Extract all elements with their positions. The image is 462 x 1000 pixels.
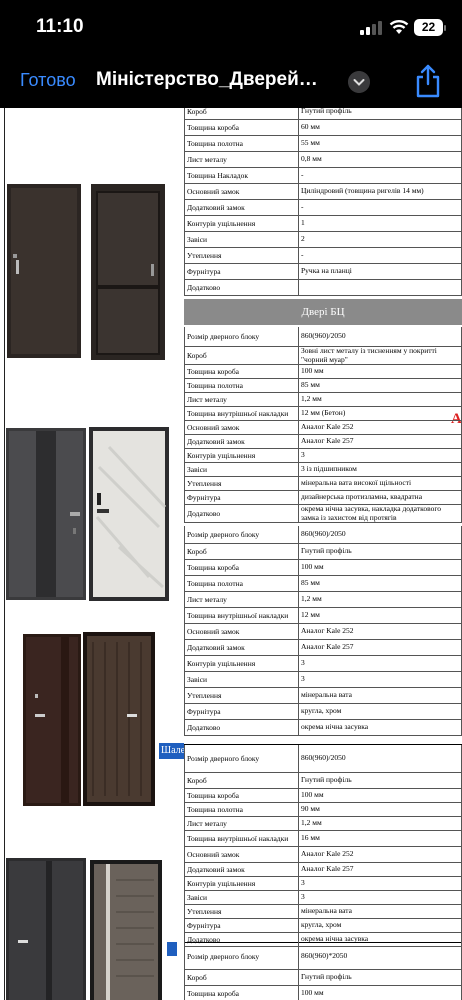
spec-value: Аналог Kale 252	[298, 421, 462, 434]
table-row	[184, 379, 462, 393]
table-row	[184, 905, 462, 919]
table-row	[184, 656, 462, 672]
spec-value: 100 мм	[298, 789, 462, 802]
table-row	[184, 986, 462, 1000]
spec-label: Товщина короба	[184, 789, 298, 802]
table-row	[184, 576, 462, 592]
table-row	[184, 280, 462, 296]
spec-label: Фурнітура	[184, 491, 298, 504]
spec-value: Зовні лист металу із тисненням у покритті "чорний муар"	[298, 347, 462, 364]
table-row	[184, 773, 462, 789]
spec-value: 3	[298, 672, 462, 687]
share-icon[interactable]	[413, 64, 443, 98]
spec-value: Циліндровий (товщина ригелів 14 мм)	[298, 184, 462, 199]
spec-value: 3	[298, 449, 462, 462]
spec-label: Лист металу	[184, 152, 298, 167]
door-image-4	[89, 427, 169, 601]
chevron-down-icon[interactable]	[348, 71, 370, 93]
spec-value: -	[298, 168, 462, 183]
spec-value: Гнутий профіль	[298, 544, 462, 559]
table-row	[184, 624, 462, 640]
spec-value: 85 мм	[298, 379, 462, 392]
spec-label: Контурів ущільнення	[184, 216, 298, 231]
spec-label: Товщина полотна	[184, 379, 298, 392]
spec-value: 0,8 мм	[298, 152, 462, 167]
spec-value: 3	[298, 877, 462, 890]
table-row	[184, 152, 462, 168]
spec-value: Аналог Kale 257	[298, 435, 462, 448]
blue-marker	[167, 942, 177, 956]
spec-label: Завіси	[184, 232, 298, 247]
spec-label: Лист металу	[184, 393, 298, 406]
table-row	[184, 347, 462, 365]
shale-badge: Шале	[159, 743, 184, 759]
spec-value: дизайнерська протизламна, квадратна	[298, 491, 462, 504]
spec-value: кругла, хром	[298, 704, 462, 719]
spec-value: окрема нічна засувка, накладка додаткового замка із захистом від протягів	[298, 505, 462, 522]
table-row	[184, 970, 462, 986]
spec-label: Короб	[184, 773, 298, 788]
spec-label: Товщина Накладок	[184, 168, 298, 183]
spec-value: окрема нічна засувка	[298, 720, 462, 735]
table-row	[184, 264, 462, 280]
table-row	[184, 463, 462, 477]
document-page[interactable]	[0, 108, 462, 1000]
table-row	[184, 435, 462, 449]
wifi-icon	[389, 19, 409, 35]
spec-label: Товщина короба	[184, 120, 298, 135]
spec-label: Завіси	[184, 891, 298, 904]
table-row	[184, 877, 462, 891]
table-row	[184, 477, 462, 491]
spec-label: Додатково	[184, 280, 298, 295]
door-image-8	[90, 860, 162, 1000]
table-row	[184, 704, 462, 720]
spec-value: -	[298, 200, 462, 215]
table-row	[184, 688, 462, 704]
table-row	[184, 168, 462, 184]
spec-label: Розмір дверного блоку	[184, 327, 298, 346]
spec-label: Додатково	[184, 505, 298, 522]
spec-label: Основний замок	[184, 847, 298, 862]
spec-label: Додатковий замок	[184, 435, 298, 448]
spec-label: Товщина короба	[184, 560, 298, 575]
spec-label: Фурнітура	[184, 264, 298, 279]
spec-label: Товщина полотна	[184, 136, 298, 151]
spec-value: 12 мм (Бетон)	[298, 407, 462, 420]
spec-value: Аналог Kale 257	[298, 640, 462, 655]
table-row	[184, 863, 462, 877]
spec-label: Лист металу	[184, 817, 298, 830]
spec-label: Контурів ущільнення	[184, 449, 298, 462]
table-row	[184, 720, 462, 736]
table-row	[184, 232, 462, 248]
section-header-bc: Двері БЦ	[184, 299, 462, 325]
nav-bar	[0, 56, 462, 108]
spec-label: Додатковий замок	[184, 640, 298, 655]
document-title: Міністерство_Дверей…	[96, 69, 318, 90]
table-row	[184, 847, 462, 863]
spec-value: 85 мм	[298, 576, 462, 591]
table-row	[184, 592, 462, 608]
table-row	[184, 672, 462, 688]
spec-label: Товщина полотна	[184, 803, 298, 816]
spec-value	[298, 280, 462, 295]
table-row	[184, 505, 462, 523]
spec-value: 860(960)/2050	[298, 745, 462, 772]
spec-value: 3	[298, 891, 462, 904]
table-row	[184, 831, 462, 847]
battery-tip	[444, 25, 446, 31]
red-marker: А	[451, 411, 462, 427]
table-row	[184, 365, 462, 379]
table-row	[184, 817, 462, 831]
door-image-1	[7, 184, 81, 358]
spec-label: Фурнітура	[184, 704, 298, 719]
spec-value: 100 мм	[298, 986, 462, 1000]
spec-value: кругла, хром	[298, 919, 462, 932]
spec-label: Додатковий замок	[184, 200, 298, 215]
spec-value: Аналог Kale 252	[298, 624, 462, 639]
table-row	[184, 136, 462, 152]
spec-value: 100 мм	[298, 560, 462, 575]
spec-label: Основний замок	[184, 624, 298, 639]
status-time: 11:10	[36, 16, 84, 37]
spec-value: 3 із підшипником	[298, 463, 462, 476]
spec-value: 1	[298, 216, 462, 231]
table-row	[184, 449, 462, 463]
spec-label: Додатковий замок	[184, 863, 298, 876]
spec-value: Гнутий профіль	[298, 773, 462, 788]
spec-value: 90 мм	[298, 803, 462, 816]
spec-value: 1,2 мм	[298, 817, 462, 830]
spec-label: Розмір дверного блоку	[184, 526, 298, 543]
table-row	[184, 120, 462, 136]
spec-label: Додатково	[184, 933, 298, 946]
spec-value: 2	[298, 232, 462, 247]
table-row	[184, 944, 462, 970]
table-row	[184, 108, 462, 120]
spec-label: Товщина внутрішньої накладки	[184, 407, 298, 420]
spec-value: 16 мм	[298, 831, 462, 846]
table-row	[184, 248, 462, 264]
table-row	[184, 640, 462, 656]
table-row	[184, 803, 462, 817]
spec-label: Короб	[184, 970, 298, 985]
table-row	[184, 608, 462, 624]
table-row	[184, 393, 462, 407]
table-row	[184, 421, 462, 435]
spec-label: Розмір дверного блоку	[184, 944, 298, 969]
spec-label: Утеплення	[184, 905, 298, 918]
spec-value: 3	[298, 656, 462, 671]
spec-value: 12 мм	[298, 608, 462, 623]
spec-value: 1,2 мм	[298, 592, 462, 607]
table-row	[184, 200, 462, 216]
table-row	[184, 789, 462, 803]
table-row	[184, 216, 462, 232]
spec-label: Завіси	[184, 672, 298, 687]
spec-value: Ручка на планці	[298, 264, 462, 279]
spec-label: Завіси	[184, 463, 298, 476]
spec-value: 1,2 мм	[298, 393, 462, 406]
spec-label: Короб	[184, 347, 298, 364]
done-button[interactable]: Готово	[20, 70, 76, 90]
table-row	[184, 745, 462, 773]
spec-label: Лист металу	[184, 592, 298, 607]
spec-label: Короб	[184, 108, 298, 119]
door-image-5	[23, 634, 81, 806]
door-image-7	[6, 858, 86, 1000]
spec-label: Товщина внутрішньої накладки	[184, 831, 298, 846]
spec-value: окрема нічна засувка	[298, 933, 462, 946]
spec-label: Контурів ущільнення	[184, 656, 298, 671]
signal-icon	[360, 21, 382, 35]
door-image-3	[6, 428, 86, 600]
door-image-2	[91, 184, 165, 360]
spec-value: Аналог Kale 252	[298, 847, 462, 862]
status-bar	[0, 0, 462, 56]
spec-label: Товщина короба	[184, 365, 298, 378]
spec-label: Основний замок	[184, 421, 298, 434]
spec-value: мінеральна вата високої щільності	[298, 477, 462, 490]
table-row	[184, 544, 462, 560]
spec-value: 60 мм	[298, 120, 462, 135]
spec-value: Аналог Kale 257	[298, 863, 462, 876]
spec-label: Контурів ущільнення	[184, 877, 298, 890]
table-row	[184, 491, 462, 505]
spec-label: Товщина полотна	[184, 576, 298, 591]
spec-label: Розмір дверного блоку	[184, 745, 298, 772]
spec-value: Гнутий профіль	[298, 108, 462, 119]
table-row	[184, 184, 462, 200]
spec-label: Утеплення	[184, 477, 298, 490]
spec-value: 55 мм	[298, 136, 462, 151]
spec-value: мінеральна вата	[298, 688, 462, 703]
spec-value: 860(960)*2050	[298, 944, 462, 969]
spec-label: Утеплення	[184, 688, 298, 703]
page-border	[4, 108, 5, 1000]
table-row	[184, 919, 462, 933]
spec-value: Гнутий профіль	[298, 970, 462, 985]
spec-value: 860(960)/2050	[298, 327, 462, 346]
spec-value: мінеральна вата	[298, 905, 462, 918]
table-row	[184, 407, 462, 421]
table-row	[184, 526, 462, 544]
spec-label: Короб	[184, 544, 298, 559]
spec-value: -	[298, 248, 462, 263]
spec-label: Додатково	[184, 720, 298, 735]
table-row	[184, 327, 462, 347]
spec-label: Товщина короба	[184, 986, 298, 1000]
table-row	[184, 560, 462, 576]
battery-icon: 22	[414, 19, 443, 36]
spec-label: Основний замок	[184, 184, 298, 199]
spec-label: Фурнітура	[184, 919, 298, 932]
table-row	[184, 891, 462, 905]
door-image-6	[83, 632, 155, 806]
spec-value: 100 мм	[298, 365, 462, 378]
spec-label: Товщина внутрішньої накладки	[184, 608, 298, 623]
spec-label: Утеплення	[184, 248, 298, 263]
spec-value: 860(960)/2050	[298, 526, 462, 543]
